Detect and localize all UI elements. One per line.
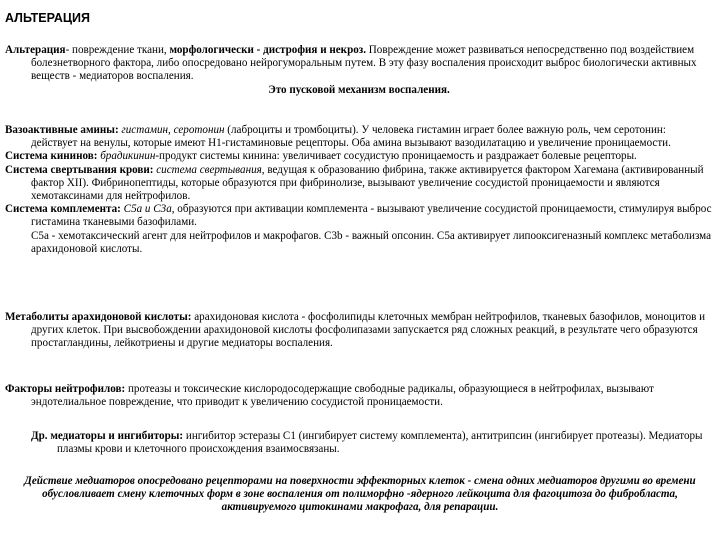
coag-term: Система свертывания крови: — [5, 163, 154, 176]
metabolites-section — [5, 311, 713, 351]
intro-text1: - повреждение ткани, — [65, 44, 170, 56]
vasoactive-term: Вазоактивные амины: — [5, 124, 119, 136]
metabolites-text: арахидоновая кислота - фосфолипиды клеточных мембран нейтрофилов, тканевых базофилов, моноцитов и других клеток. При высвобождении арахидоновой кислоты фосфолипазами запускается ряд сложных реакций, в результате чего образуются простагландины, лейкотриены и другие медиаторы воспаления. — [31, 311, 706, 350]
modulators-paragraph — [31, 430, 713, 456]
complement-term: Система комплемента: — [5, 203, 121, 216]
metabolites-paragraph — [5, 311, 713, 351]
intro-center-line: Это пусковой механизм воспаления. — [268, 83, 450, 96]
coag-italic: система свертывания — [153, 163, 262, 176]
page-title: АЛЬТЕРАЦИЯ — [5, 11, 91, 25]
vasoactive-text: (лаброциты и тромбоциты). У человека гистамин играет более важную роль, чем серотонин: действует на венулы, которые имеют Н1-гистаминовые рецепторы. Оба амина вызывают вазодилатацию и увеличение проницаемости. — [31, 124, 671, 150]
neutrophils-text: протеазы и токсические кислородосодержащие свободные радикалы, образующиеся в нейтрофилах, вызывают эндотелиальное повреждение, что приводит к увеличению сосудистой проницаемости. — [31, 383, 654, 409]
vasoactive-paragraph — [5, 124, 713, 150]
mediators-section — [5, 124, 713, 256]
intro-paragraph — [5, 44, 713, 84]
complement-text-2: С5а - хемотаксический агент для нейтрофилов и макрофагов. С3b - важный опсонин. С5а активирует липооксигеназный комплекс метаболизма арахидоновой кислоты. — [31, 229, 712, 255]
intro-term: Альтерация — [5, 44, 66, 56]
coag-text: , ведущая к образованию фибрина, также активируется фактором Хагемана (активированный фактор XII). Фибринопептиды, которые образуются при фибринолизе, вызывают увеличение сосудистой проницаемости и являются хемотаксинами для нейтрофилов. — [31, 163, 704, 203]
intro-bold: морфологически - дистрофия и некроз. — [169, 44, 367, 56]
neutrophils-term: Факторы нейтрофилов: — [5, 383, 126, 395]
intro-section — [5, 44, 713, 97]
neutrophils-paragraph — [5, 383, 713, 409]
kinins-term: Система кининов: — [5, 150, 98, 163]
vasoactive-italic: гистамин, серотонин — [118, 124, 225, 136]
modulators-term: Др. медиаторы и ингибиторы: — [31, 430, 184, 442]
coag-paragraph — [5, 164, 713, 204]
complement-italic: С5а и С3а — [120, 203, 172, 216]
final-conclusion: Действие медиаторов опосредовано рецепторами на поверхности эффекторных клеток - смена одних медиаторов другими во времени обусловливает смену клеточных форм в зоне воспаления от полиморфно -ядерного лейкоцита для фагоцитоза до фибробласта, активируемого цитокинами макрофага, для репарации. — [24, 475, 696, 514]
complement-paragraph-2 — [5, 230, 713, 256]
modulators-text: ингибитор эстеразы С1 (ингибирует систему комплемента), антитрипсин (ингибирует протеазы). Медиаторы плазмы крови и клеточного происхождения взаимосвязаны. — [57, 430, 703, 456]
complement-paragraph — [5, 203, 713, 229]
kinins-text: -продукт системы кинина: увеличивает сосудистую проницаемость и раздражает болевые рецепторы. — [155, 150, 637, 163]
kinins-paragraph — [5, 150, 713, 163]
neutrophils-section — [5, 383, 713, 409]
complement-text: , образуются при активации комплемента - вызывают увеличение сосудистой проницаемости, стимулируя выброс гистамина тканевыми базофилами. — [31, 203, 712, 229]
intro-text2: Повреждение может развиваться непосредственно под воздействием болезнетворного фактора, либо опосредовано нейрогуморальным путем. В эту фазу воспаления происходит выброс биологически активных веществ - медиаторов воспаления. — [31, 44, 697, 83]
kinins-italic: брадикинин — [97, 150, 156, 163]
metabolites-term: Метаболиты арахидоновой кислоты: — [5, 311, 192, 323]
modulators-section — [31, 430, 713, 456]
